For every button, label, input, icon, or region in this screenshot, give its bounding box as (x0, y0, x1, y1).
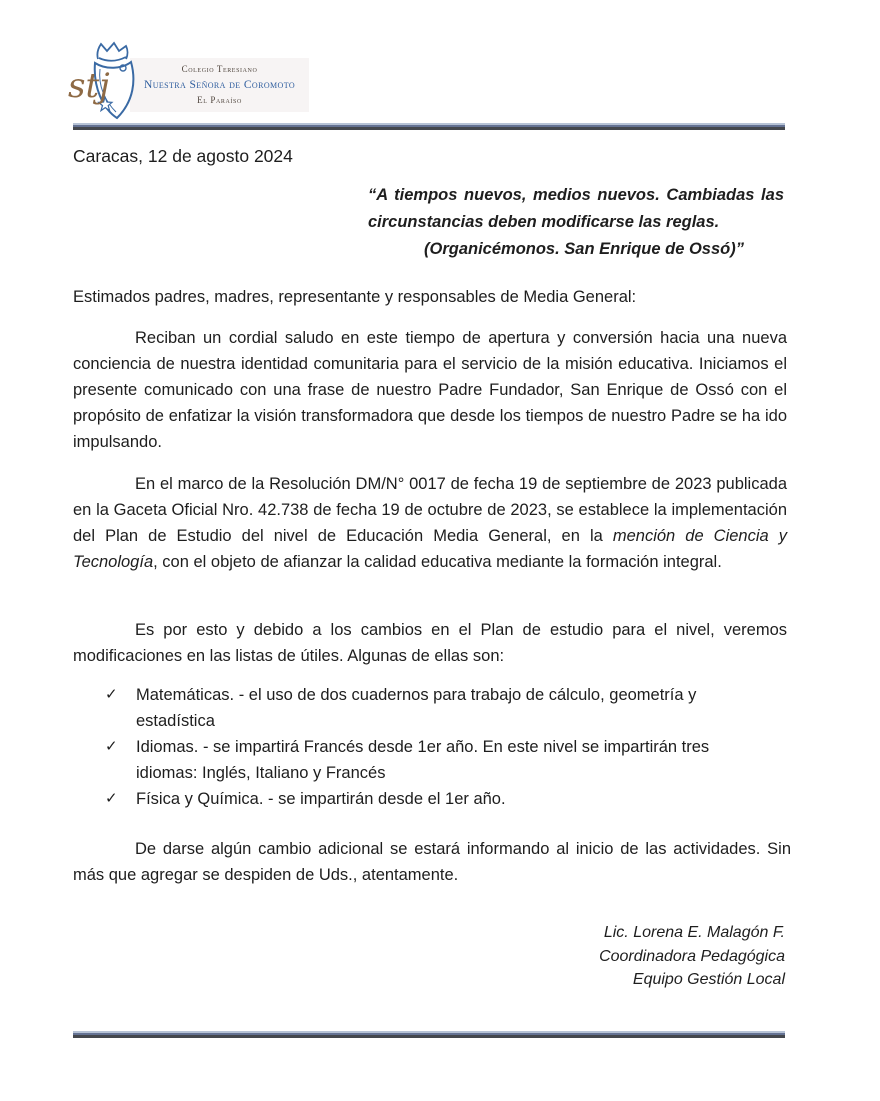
header-divider-rule (73, 123, 785, 130)
list-item-fisica-quimica (105, 786, 753, 812)
crest-icon (68, 42, 144, 122)
signature-block (73, 921, 785, 992)
signature-title: Coordinadora Pedagógica (599, 947, 785, 965)
school-header (68, 42, 309, 122)
changes-list (105, 682, 753, 812)
check-icon: ✓ (105, 738, 118, 755)
paragraph-3: Es por esto y debido a los cambios en el Plan de estudio para el nivel, veremos modificaciones en las listas de útiles. Algunas de ellas son: (73, 621, 787, 665)
school-name-block (130, 58, 309, 112)
paragraph-2-italic: mención de Ciencia y Tecnología (73, 527, 787, 571)
footer-divider-rule (73, 1031, 785, 1038)
signature-team: Equipo Gestión Local (632, 971, 785, 988)
paragraph-2 (73, 471, 787, 575)
salutation: Estimados padres, madres, representante y responsables de Media General: (73, 288, 637, 306)
check-icon: ✓ (105, 790, 118, 807)
paragraph-2-before: En el marco de la Resolución DM/N° 0017 de fecha 19 de septiembre de 2023 publicada en la Gaceta Oficial Nro. 42.738 de fecha 19 de octubre de 2023, se establece la implementación del Plan de Estudio del nivel de Educación Media General, en la (73, 475, 787, 545)
school-name-line1: Colegio Teresiano (181, 64, 258, 74)
paragraph-1: Reciban un cordial saludo en este tiempo de apertura y conversión hacia una nueva conciencia de nuestra identidad comunitaria para el servicio de la misión educativa. Iniciamos el presente comunicado con una frase de nuestro Padre Fundador, San Enrique de Ossó con el propósito de enfatizar la visión transformadora que desde los tiempos de nuestro Padre se ha ido impulsando. (73, 329, 787, 451)
quote-attribution: (Organicémonos. San Enrique de Ossó)” (424, 240, 744, 258)
bullet-text: Física y Química. - se impartirán desde el 1er año. (136, 790, 506, 808)
opening-quote (368, 182, 784, 263)
quote-text: “A tiempos nuevos, medios nuevos. Cambiadas las circunstancias deben modificarse las reglas. (368, 186, 784, 231)
logo-monogram: stj (68, 66, 110, 106)
bullet-text: Idiomas. - se impartirá Francés desde 1er año. En este nivel se impartirán tres idiomas: Inglés, Italiano y Francés (136, 738, 710, 782)
signature-name: Lic. Lorena E. Malagón F. (603, 924, 785, 941)
closing-paragraph: De darse algún cambio adicional se estará informando al inicio de las actividades. Sin más que agregar se despiden de Uds., atentamente. (73, 840, 791, 884)
school-name-line2: Nuestra Señora de Coromoto (144, 78, 296, 91)
paragraph-2-after: , con el objeto de afianzar la calidad educativa mediante la formación integral. (153, 553, 722, 571)
school-name-line3: El Paraíso (197, 94, 242, 105)
school-logo (68, 42, 144, 122)
letter-date: Caracas, 12 de agosto 2024 (73, 146, 293, 166)
list-item-matematicas (105, 682, 753, 734)
list-item-idiomas (105, 734, 753, 786)
bullet-text: Matemáticas. - el uso de dos cuadernos para trabajo de cálculo, geometría y estadística (136, 686, 697, 730)
check-icon: ✓ (105, 686, 118, 703)
